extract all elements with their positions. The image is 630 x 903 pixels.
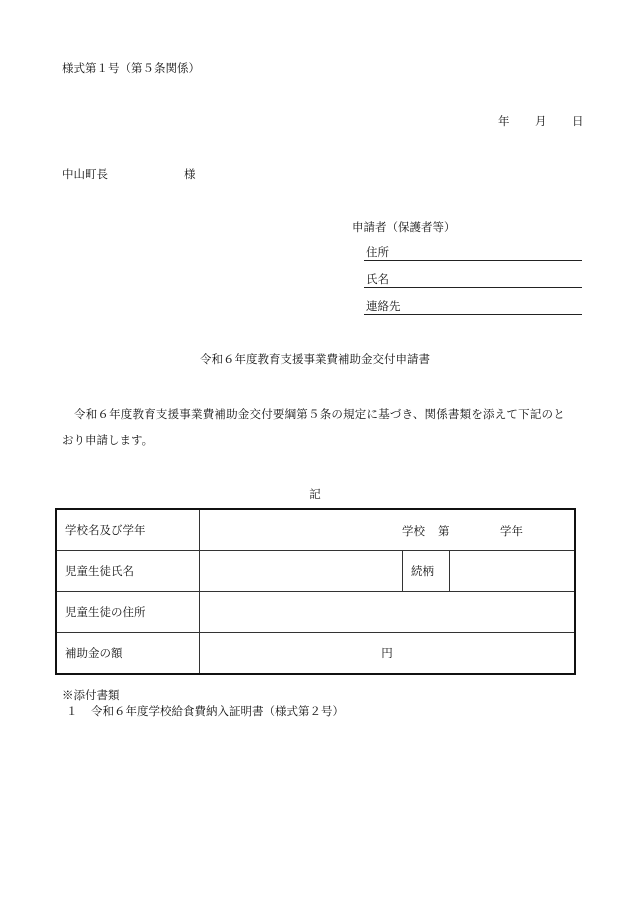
table-row (56, 509, 575, 551)
yen-unit: 円 (381, 646, 393, 660)
contact-field[interactable] (364, 298, 582, 315)
name-field[interactable] (364, 271, 582, 288)
name-label: 氏名 (366, 272, 389, 286)
student-name-cell[interactable] (200, 551, 403, 592)
address-label: 住所 (366, 245, 389, 259)
application-table (55, 508, 576, 675)
body-line-1: 令和６年度教育支援事業費補助金交付要綱第５条の規定に基づき、関係書類を添えて下記のと (74, 407, 565, 421)
dai-prefix: 第 (438, 524, 450, 538)
school-suffix: 学校 (402, 524, 425, 538)
attachment-item-text: 令和６年度学校給食費納入証明書（様式第２号） (91, 704, 344, 718)
table-row (56, 592, 575, 633)
applicant-title: 申請者（保護者等） (352, 220, 456, 234)
form-number: 様式第１号（第５条関係） (62, 61, 200, 75)
school-grade-label: 学校名及び学年 (56, 509, 200, 551)
attachment-item-number: １ (66, 704, 78, 718)
relation-label: 続柄 (403, 551, 450, 592)
addressee: 中山町長 (62, 167, 108, 181)
document-title: 令和６年度教育支援事業費補助金交付申請書 (200, 352, 430, 366)
contact-label: 連絡先 (366, 299, 401, 313)
table-row (56, 633, 575, 675)
table-row (56, 551, 575, 592)
addressee-suffix: 様 (184, 167, 196, 181)
date-day: 日 (572, 114, 584, 128)
subsidy-amount-cell[interactable] (200, 633, 576, 675)
attachments-title: ※添付書類 (62, 688, 120, 702)
body-line-2: おり申請します。 (62, 433, 154, 447)
address-field[interactable] (364, 244, 582, 261)
subsidy-amount-label: 補助金の額 (56, 633, 200, 675)
school-grade-cell[interactable] (200, 509, 576, 551)
date-month: 月 (535, 114, 547, 128)
student-address-label: 児童生徒の住所 (56, 592, 200, 633)
relation-cell[interactable] (450, 551, 576, 592)
student-address-cell[interactable] (200, 592, 576, 633)
grade-suffix: 学年 (500, 524, 523, 538)
student-name-label: 児童生徒氏名 (56, 551, 200, 592)
ki-heading: 記 (309, 487, 321, 501)
date-year: 年 (498, 114, 510, 128)
